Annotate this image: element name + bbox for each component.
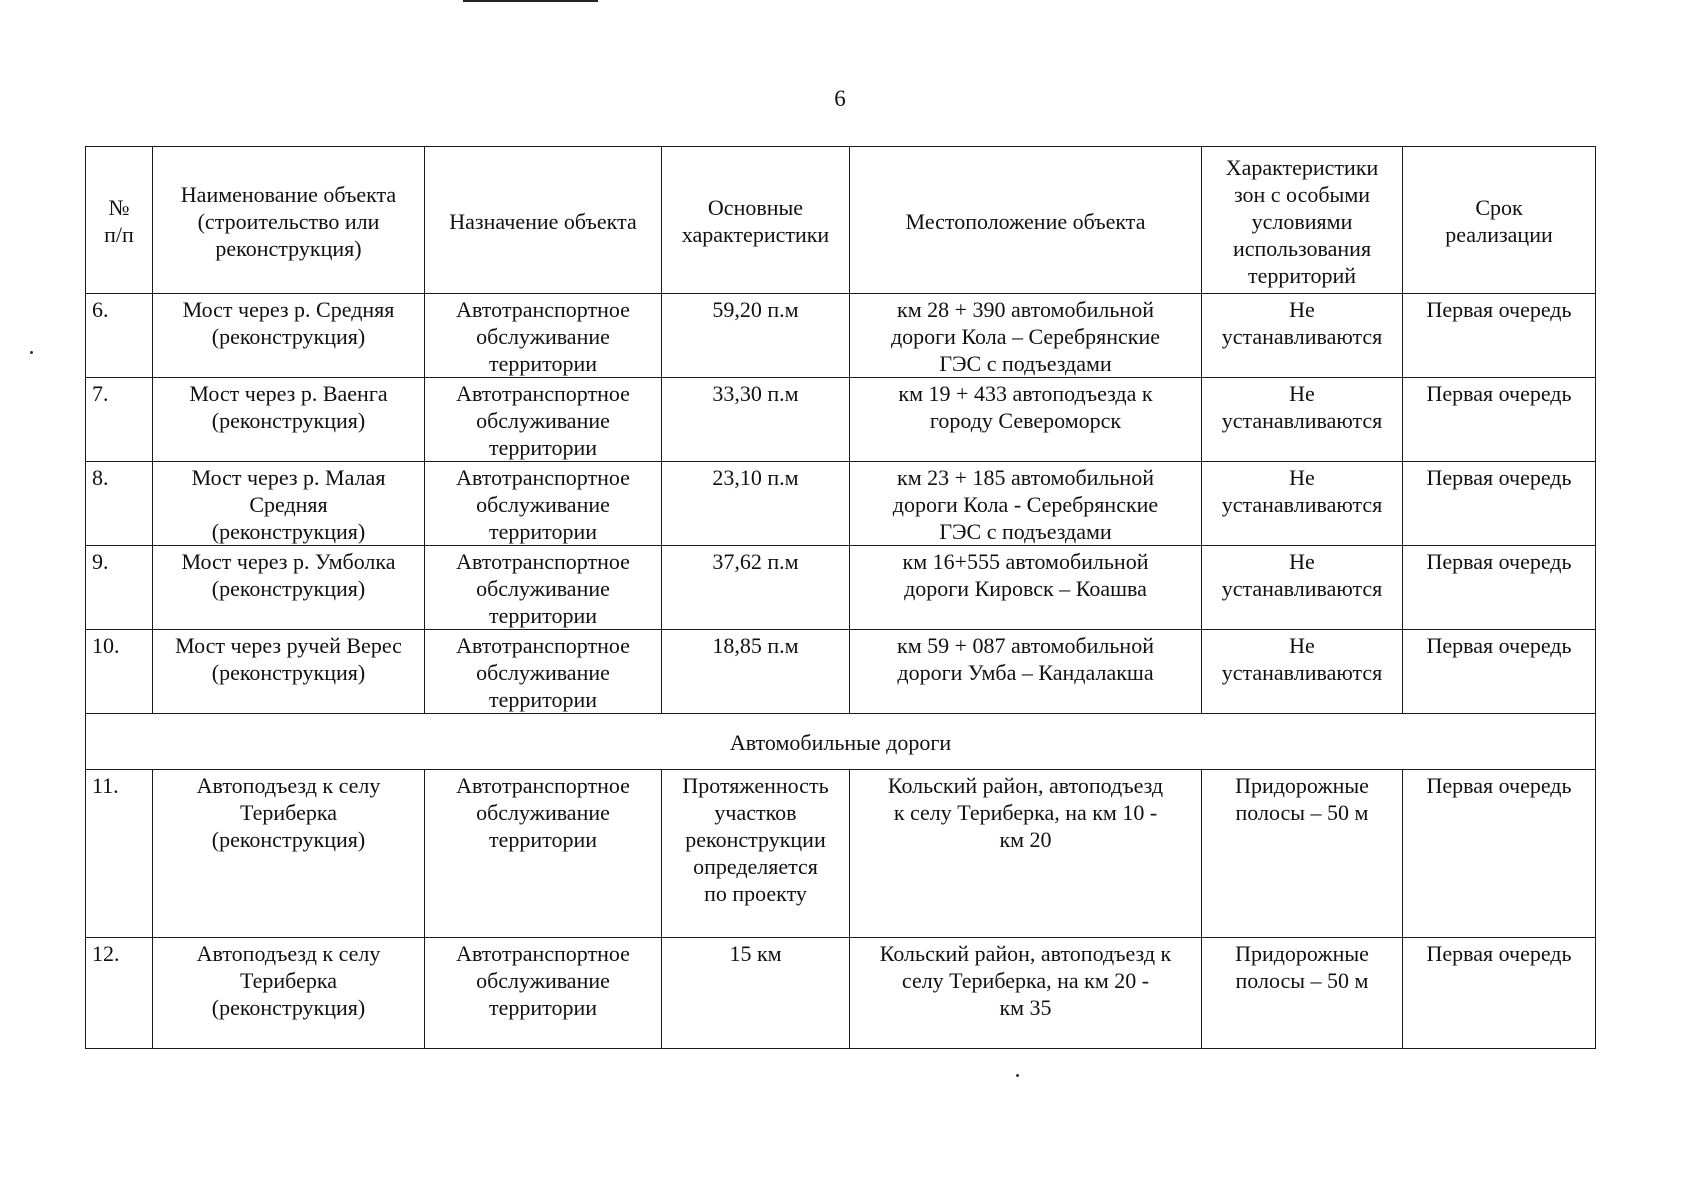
cell-purpose: Автотранспортное обслуживание территории <box>425 938 662 1049</box>
cell-term: Первая очередь <box>1403 938 1596 1049</box>
table-row <box>86 938 1596 1049</box>
cell-num: 8. <box>86 462 153 546</box>
table-row <box>86 770 1596 938</box>
cell-name: Мост через р. Умболка (реконструкция) <box>153 546 425 630</box>
page-number: 6 <box>834 86 846 111</box>
cell-num: 12. <box>86 938 153 1049</box>
section-title: Автомобильные дороги <box>86 714 1596 770</box>
cell-zones: Не устанавливаются <box>1202 546 1403 630</box>
cell-characteristics: 37,62 п.м <box>662 546 850 630</box>
cell-location: км 16+555 автомобильной дороги Кировск – Коашва <box>850 546 1202 630</box>
cell-zones: Не устанавливаются <box>1202 630 1403 714</box>
cell-zones: Не устанавливаются <box>1202 294 1403 378</box>
cell-name: Мост через ручей Верес (реконструкция) <box>153 630 425 714</box>
cell-name: Автоподъезд к селу Териберка (реконструкция) <box>153 938 425 1049</box>
cell-name: Мост через р. Средняя (реконструкция) <box>153 294 425 378</box>
cell-purpose: Автотранспортное обслуживание территории <box>425 378 662 462</box>
header-zones: Характеристики зон с особыми условиями использования территорий <box>1202 147 1403 294</box>
table-row <box>86 378 1596 462</box>
cell-purpose: Автотранспортное обслуживание территории <box>425 294 662 378</box>
header-characteristics: Основные характеристики <box>662 147 850 294</box>
cell-location: Кольский район, автоподъезд к селу Териберка, на км 10 - км 20 <box>850 770 1202 938</box>
cell-term: Первая очередь <box>1403 630 1596 714</box>
cell-num: 9. <box>86 546 153 630</box>
cell-characteristics: 18,85 п.м <box>662 630 850 714</box>
section-row <box>86 714 1596 770</box>
cell-characteristics: 59,20 п.м <box>662 294 850 378</box>
cell-purpose: Автотранспортное обслуживание территории <box>425 770 662 938</box>
cell-term: Первая очередь <box>1403 546 1596 630</box>
cell-num: 10. <box>86 630 153 714</box>
cell-characteristics: 23,10 п.м <box>662 462 850 546</box>
cell-characteristics: 33,30 п.м <box>662 378 850 462</box>
cell-location: км 59 + 087 автомобильной дороги Умба – Кандалакша <box>850 630 1202 714</box>
header-name: Наименование объекта (строительство или реконструкция) <box>153 147 425 294</box>
cell-location: км 28 + 390 автомобильной дороги Кола – Серебрянские ГЭС с подъездами <box>850 294 1202 378</box>
cell-name: Мост через р. Ваенга (реконструкция) <box>153 378 425 462</box>
objects-table <box>85 146 1596 1049</box>
cell-num: 11. <box>86 770 153 938</box>
header-purpose: Назначение объекта <box>425 147 662 294</box>
cell-location: км 23 + 185 автомобильной дороги Кола - Серебрянские ГЭС с подъездами <box>850 462 1202 546</box>
cell-purpose: Автотранспортное обслуживание территории <box>425 546 662 630</box>
table-row <box>86 294 1596 378</box>
cell-characteristics: 15 км <box>662 938 850 1049</box>
cell-purpose: Автотранспортное обслуживание территории <box>425 630 662 714</box>
table-row <box>86 630 1596 714</box>
cell-name: Автоподъезд к селу Териберка (реконструкция) <box>153 770 425 938</box>
cell-zones: Не устанавливаются <box>1202 378 1403 462</box>
cell-term: Первая очередь <box>1403 378 1596 462</box>
cell-purpose: Автотранспортное обслуживание территории <box>425 462 662 546</box>
cell-term: Первая очередь <box>1403 294 1596 378</box>
table-row <box>86 546 1596 630</box>
cell-num: 6. <box>86 294 153 378</box>
cell-num: 7. <box>86 378 153 462</box>
cell-zones: Не устанавливаются <box>1202 462 1403 546</box>
table-header-row <box>86 147 1596 294</box>
cell-term: Первая очередь <box>1403 770 1596 938</box>
header-num: № п/п <box>86 147 153 294</box>
cell-name: Мост через р. Малая Средняя (реконструкция) <box>153 462 425 546</box>
top-rule <box>463 0 598 2</box>
cell-location: Кольский район, автоподъезд к селу Териберка, на км 20 - км 35 <box>850 938 1202 1049</box>
cell-zones: Придорожные полосы – 50 м <box>1202 770 1403 938</box>
header-term: Срок реализации <box>1403 147 1596 294</box>
scan-speck <box>30 351 33 354</box>
cell-zones: Придорожные полосы – 50 м <box>1202 938 1403 1049</box>
table-row <box>86 462 1596 546</box>
cell-term: Первая очередь <box>1403 462 1596 546</box>
cell-characteristics: Протяженность участков реконструкции определяется по проекту <box>662 770 850 938</box>
scan-speck <box>1016 1074 1019 1077</box>
cell-location: км 19 + 433 автоподъезда к городу Североморск <box>850 378 1202 462</box>
header-location: Местоположение объекта <box>850 147 1202 294</box>
